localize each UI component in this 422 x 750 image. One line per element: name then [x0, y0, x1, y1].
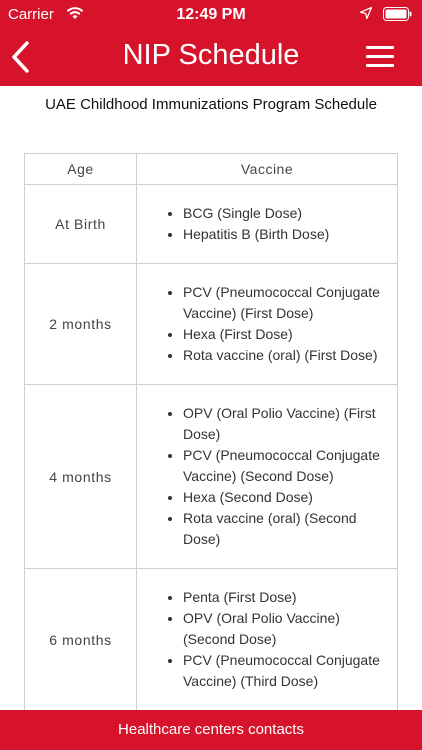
vaccine-list: [183, 203, 387, 245]
vaccine-list: [183, 282, 387, 366]
vaccine-item: • Hexa (First Dose): [183, 324, 387, 345]
age-cell: 2 months: [25, 264, 137, 385]
vaccine-item: • Hepatitis B (Birth Dose): [183, 224, 387, 245]
vaccine-item: • OPV (Oral Polio Vaccine) (First Dose): [183, 403, 387, 445]
vaccine-item: • PCV (Pneumococcal Conjugate Vaccine) (First Dose): [183, 282, 387, 324]
vaccine-item: • PCV (Pneumococcal Conjugate Vaccine) (Third Dose): [183, 650, 387, 692]
carrier-label: Carrier: [8, 6, 54, 23]
location-arrow-icon: [360, 7, 372, 19]
nav-bar: [0, 28, 422, 86]
vaccine-list: [183, 587, 387, 692]
vaccine-cell: [137, 185, 398, 264]
page-title: NIP Schedule: [122, 39, 300, 71]
vaccine-item: • OPV (Oral Polio Vaccine) (Second Dose): [183, 608, 387, 650]
table-row: [25, 264, 398, 385]
status-bar: [0, 0, 422, 28]
battery-icon: [383, 7, 413, 21]
age-cell: 4 months: [25, 385, 137, 569]
vaccine-cell: [137, 385, 398, 569]
schedule-subtitle: UAE Childhood Immunizations Program Schedule: [45, 96, 377, 113]
vaccine-item: • Penta (First Dose): [183, 587, 387, 608]
table-row: [25, 569, 398, 711]
age-column-header: Age: [25, 154, 137, 185]
healthcare-contacts-button[interactable]: Healthcare centers contacts: [0, 710, 422, 750]
vaccine-column-header: Vaccine: [137, 154, 398, 185]
vaccine-list: [183, 403, 387, 550]
clock-time: 12:49 PM: [176, 6, 246, 23]
table-row: [25, 385, 398, 569]
table-header-row: [25, 154, 398, 185]
vaccine-item: • Hexa (Second Dose): [183, 487, 387, 508]
vaccine-cell: [137, 264, 398, 385]
hamburger-menu-icon[interactable]: [366, 46, 394, 68]
vaccine-cell: [137, 569, 398, 711]
schedule-table: [24, 153, 398, 710]
vaccine-item: • Rota vaccine (oral) (Second Dose): [183, 508, 387, 550]
vaccine-item: • Rota vaccine (oral) (First Dose): [183, 345, 387, 366]
age-cell: At Birth: [25, 185, 137, 264]
age-cell: 6 months: [25, 569, 137, 711]
vaccine-item: • PCV (Pneumococcal Conjugate Vaccine) (Second Dose): [183, 445, 387, 487]
table-row: [25, 185, 398, 264]
vaccine-item: • BCG (Single Dose): [183, 203, 387, 224]
schedule-content[interactable]: [0, 86, 422, 710]
